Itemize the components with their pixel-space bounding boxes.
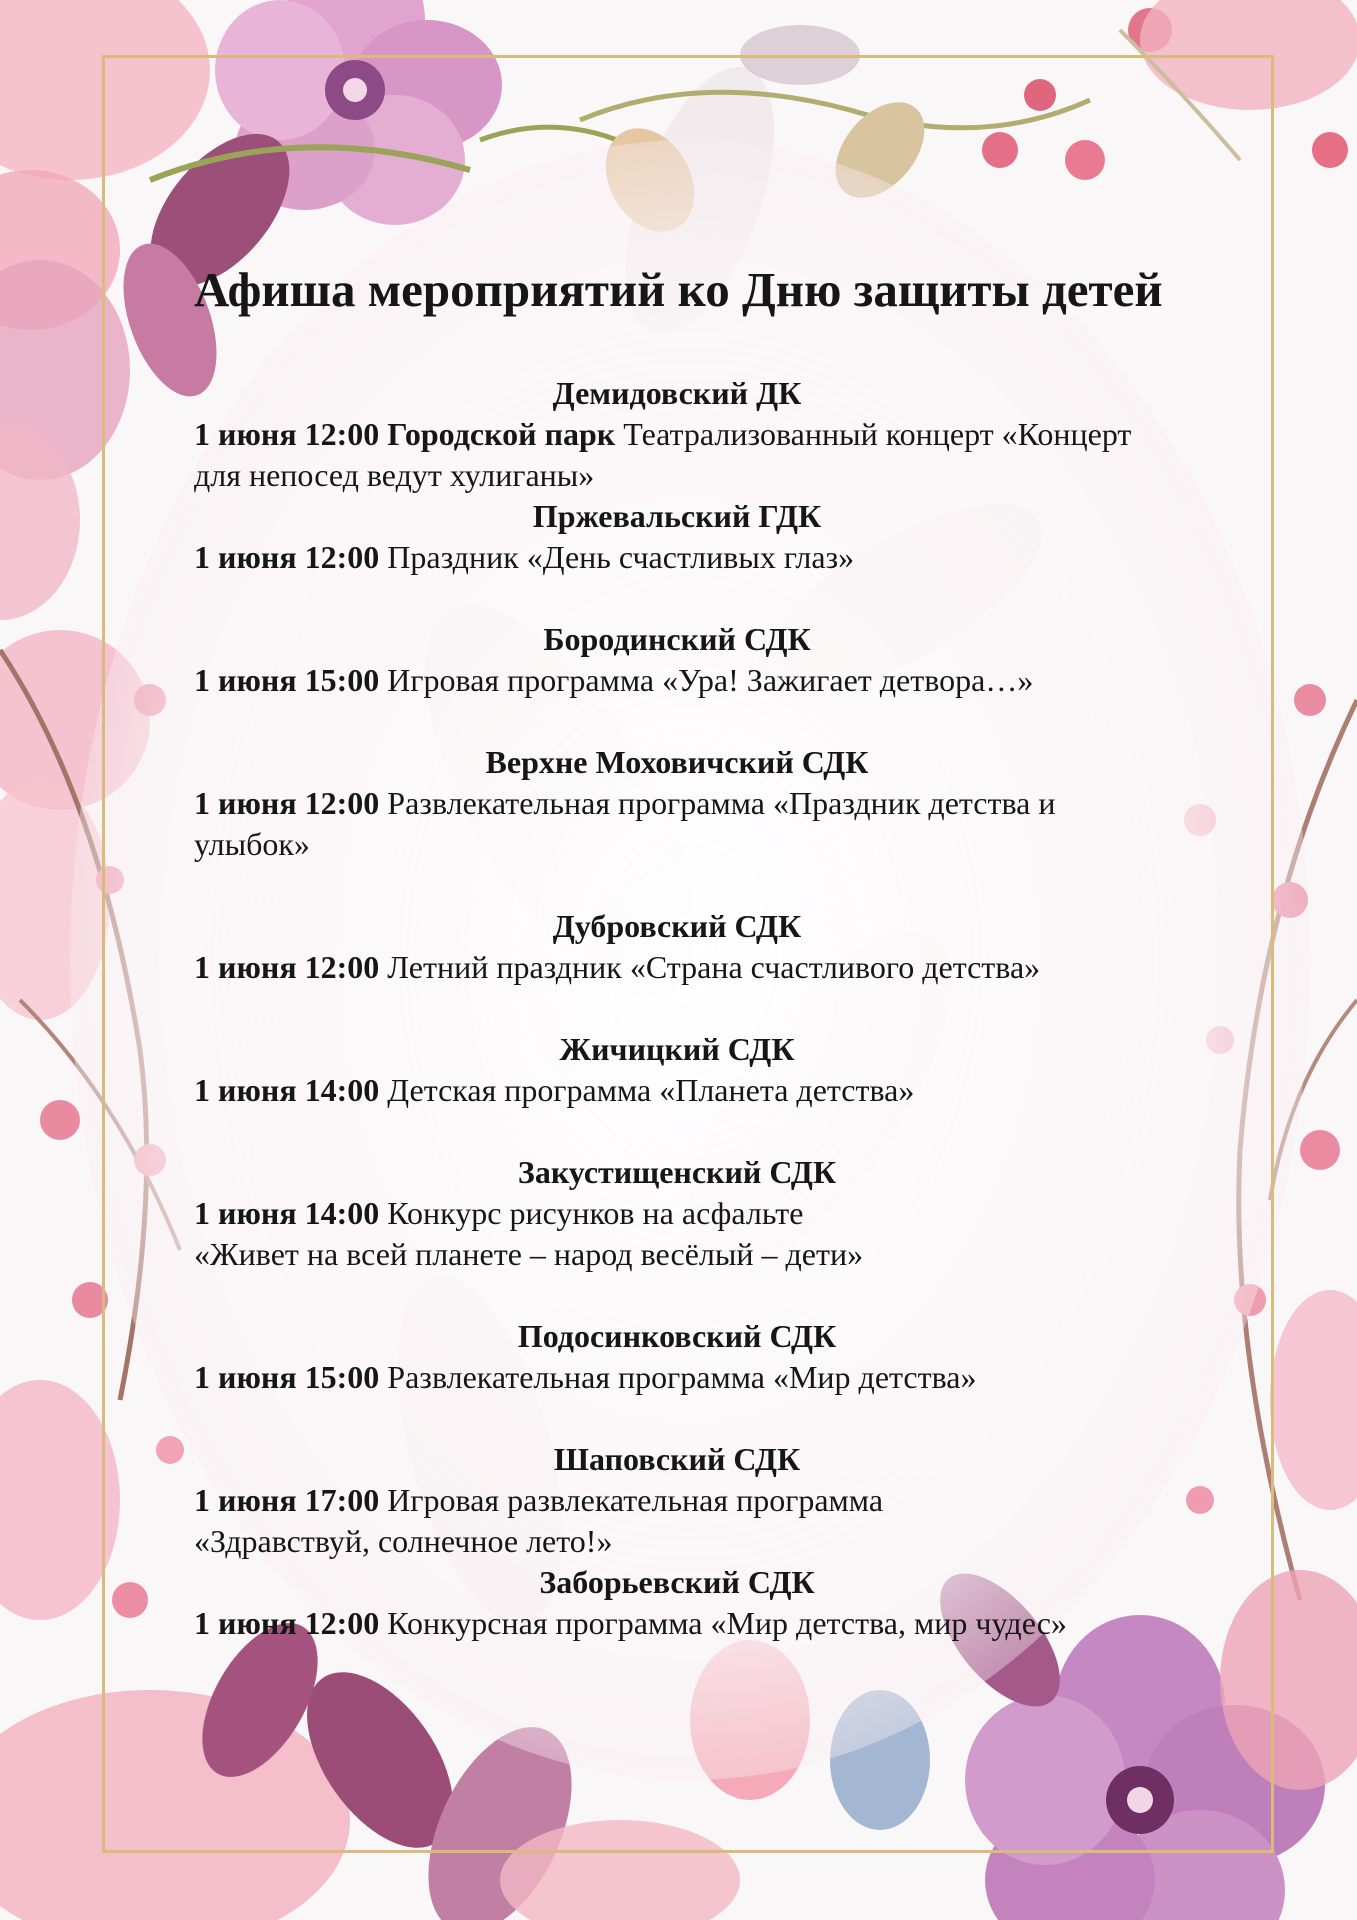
event-item [194,906,1264,988]
event-description-cont: для непосед ведут хулиганы» [194,457,595,493]
venue-name: Заборьевский СДК [539,1564,815,1600]
events-list [194,373,1264,1644]
venue-name: Шаповский СДК [553,1441,801,1477]
event-place: Городской парк [387,416,616,452]
event-line [194,1357,1264,1398]
event-datetime: 1 июня 12:00 [194,539,380,575]
event-line [194,1070,1264,1111]
event-description: Праздник «День счастливых глаз» [387,539,855,575]
event-line [194,660,1264,701]
event-datetime: 1 июня 12:00 [194,949,380,985]
event-item [194,1316,1264,1398]
venue-name: Верхне Моховичский СДК [485,744,869,780]
event-item [194,1152,1264,1275]
event-description: Развлекательная программа «Праздник детства и [387,785,1056,821]
event-description-cont: улыбок» [194,826,310,862]
event-description: Развлекательная программа «Мир детства» [387,1359,977,1395]
event-description-cont: «Живет на всей планете – народ весёлый – дети» [194,1236,864,1272]
event-line [194,783,1264,824]
event-description: Игровая программа «Ура! Зажигает детвора…» [387,662,1034,698]
venue-name: Пржевальский ГДК [532,498,822,534]
event-item [194,1439,1264,1562]
venue-name: Дубровский СДК [552,908,802,944]
event-datetime: 1 июня 12:00 [194,416,380,452]
venue-name: Бородинский СДК [543,621,811,657]
venue-name: Жичицкий СДК [559,1031,795,1067]
event-line [194,1603,1264,1644]
event-datetime: 1 июня 17:00 [194,1482,380,1518]
event-line [194,537,1264,578]
event-item [194,496,1264,578]
venue-name: Закустищенский СДК [517,1154,837,1190]
event-line [194,414,1264,455]
event-line [194,947,1264,988]
venue-name: Подосинковский СДК [517,1318,837,1354]
event-item [194,373,1264,496]
venue-name: Демидовский ДК [552,375,802,411]
event-description: Летний праздник «Страна счастливого детства» [387,949,1041,985]
event-item [194,1029,1264,1111]
event-line [194,1480,1264,1521]
event-item [194,742,1264,865]
event-description: Игровая развлекательная программа [387,1482,884,1518]
event-line [194,1193,1264,1234]
event-item [194,619,1264,701]
event-datetime: 1 июня 14:00 [194,1072,380,1108]
event-description: Детская программа «Планета детства» [387,1072,915,1108]
event-datetime: 1 июня 15:00 [194,1359,380,1395]
event-datetime: 1 июня 12:00 [194,1605,380,1641]
event-datetime: 1 июня 15:00 [194,662,380,698]
event-description-cont: «Здравствуй, солнечное лето!» [194,1523,613,1559]
event-description: Конкурсная программа «Мир детства, мир чудес» [387,1605,1067,1641]
poster-content [194,255,1264,1644]
event-item [194,1562,1264,1644]
event-description: Конкурс рисунков на асфальте [387,1195,804,1231]
event-datetime: 1 июня 12:00 [194,785,380,821]
poster-title: Афиша мероприятий ко Дню защиты детей [194,262,1163,317]
event-datetime: 1 июня 14:00 [194,1195,380,1231]
event-description: Театрализованный концерт «Концерт [623,416,1132,452]
